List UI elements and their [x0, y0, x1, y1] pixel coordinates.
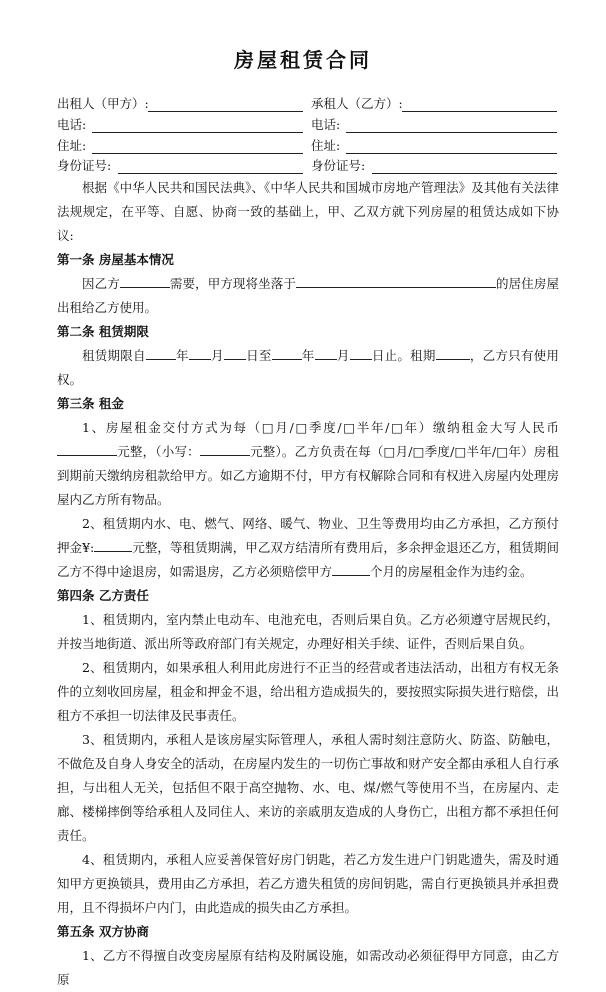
article-2-year-1: 年	[175, 348, 189, 363]
article-2-month-2: 月	[336, 348, 350, 363]
article-4-heading: 第四条 乙方责任	[57, 588, 149, 603]
rent-amount-numeric-blank[interactable]	[200, 443, 250, 456]
start-year-blank[interactable]	[146, 347, 176, 360]
article-3-p2-text-c: 个月的房屋租金作为违约金。	[370, 564, 533, 579]
article-2-text-a: 租赁期限自	[82, 348, 146, 363]
end-year-blank[interactable]	[272, 347, 302, 360]
lease-term-blank[interactable]	[436, 347, 470, 360]
end-month-blank[interactable]	[315, 347, 337, 360]
article-2-text-end: ，乙方只有使用权。	[57, 348, 559, 387]
property-location-blank[interactable]	[296, 275, 496, 288]
rent-amount-capital-blank[interactable]	[57, 443, 117, 456]
article-3-p2-text-b: 元整，等租赁期满，甲乙双方结清所有费用后，多余押金退还乙方，租赁期间乙方不得中途退房，如需退房，乙方必须赔偿甲方	[57, 540, 559, 579]
article-1-paragraph	[57, 272, 559, 320]
article-4-paragraph-3: 3、租赁期内，承租人是该房屋实际管理人，承租人需时刻注意防火、防盗、防触电，不做危及自身人身安全的活动，在房屋内发生的一切伤亡事故和财产安全都由承租人自行承担，与出租人无关，包括但不限于高空抛物、水、电、煤/燃气等使用不当，在房屋内、走廊、楼梯摔倒等给承租人及同住人、来访的亲戚朋友造成的人身伤亡，出租方都不承担任何责任。	[57, 732, 559, 843]
article-2-day-1: 日至	[245, 348, 272, 363]
lessor-label: 出租人（甲方）:	[57, 96, 149, 111]
lessee-address-blank[interactable]	[346, 153, 557, 154]
article-5-paragraph-1: 1、乙方不得擅自改变房屋原有结构及附属设施，如需改动必须征得甲方同意，由乙方原	[57, 948, 559, 987]
lessor-blank[interactable]	[148, 111, 303, 112]
article-1-text-a: 因乙方	[82, 276, 120, 291]
article-1-heading: 第一条 房屋基本情况	[57, 252, 174, 267]
article-3-paragraph-2	[57, 512, 559, 584]
purpose-blank[interactable]	[120, 275, 170, 288]
article-4-paragraph-2: 2、租赁期内，如果承租人利用此房进行不正当的经营或者违法活动，出租方有权无条件的立刻收回房屋，租金和押金不退，给出租方造成损失的，要按照实际损失进行赔偿，出租方不承担一切法律及民事责任。	[57, 660, 559, 723]
article-2-heading: 第二条 租赁期限	[57, 324, 149, 339]
preamble-paragraph: 根据《中华人民共和国民法典》、《中华人民共和国城市房地产管理法》及其他有关法律法规规定，在平等、自愿、协商一致的基础上，甲、乙双方就下列房屋的租赁达成如下协议:	[57, 180, 559, 243]
article-2-month-1: 月	[210, 348, 224, 363]
article-3-paragraph-1	[57, 416, 559, 512]
lessor-address-label: 住址:	[57, 138, 87, 153]
article-1-text-c: 的居住房屋出租给乙方使用。	[57, 276, 559, 315]
lessee-id-label: 身份证号:	[311, 158, 366, 173]
lessee-label: 承租人（乙方）:	[311, 96, 403, 111]
article-1-text-b: 需要，甲方现将坐落于	[169, 276, 296, 291]
page-title: 房屋租赁合同	[234, 48, 372, 72]
article-2-paragraph	[57, 344, 559, 392]
lessor-address-blank[interactable]	[92, 153, 303, 154]
deposit-amount-blank[interactable]	[94, 539, 132, 552]
article-3-p1-text-a: 1、房屋租金交付方式为每（□月/□季度/□半年/□年）缴纳租金大写人民币	[82, 420, 559, 435]
article-3-heading: 第三条 租金	[57, 396, 124, 411]
penalty-months-blank[interactable]	[332, 563, 370, 576]
lessee-address-label: 住址:	[311, 138, 341, 153]
lessee-blank[interactable]	[402, 111, 557, 112]
article-3-p2-text-a: 2、租赁期内水、电、燃气、网络、暖气、物业、卫生等费用均由乙方承担，乙方预付押金¥:	[57, 516, 559, 555]
lessor-id-blank[interactable]	[118, 173, 303, 174]
lessee-phone-label: 电话:	[311, 117, 341, 132]
start-month-blank[interactable]	[189, 347, 211, 360]
article-2-year-2: 年	[301, 348, 315, 363]
lessor-phone-blank[interactable]	[92, 132, 303, 133]
lessee-phone-blank[interactable]	[346, 132, 557, 133]
article-3-p1-text-b: 元整，（小写：	[117, 444, 200, 459]
article-4-paragraph-4: 4、租赁期内，承租人应妥善保管好房门钥匙，若乙方发生进户门钥匙遗失，需及时通知甲方更换锁具，费用由乙方承担，若乙方遗失租赁的房间钥匙，需自行更换锁具并承担费用，且不得损坏户内门，由此造成的损失由乙方承担。	[57, 852, 559, 915]
article-5-heading: 第五条 双方协商	[57, 924, 149, 939]
article-4-paragraph-1: 1、租赁期内，室内禁止电动车、电池充电，否则后果自负。乙方必须遵守居规民约，并按当地街道、派出所等政府部门有关规定，办理好相关手续、证件，否则后果自负。	[57, 612, 559, 651]
lessor-phone-label: 电话:	[57, 117, 87, 132]
start-day-blank[interactable]	[224, 347, 246, 360]
contract-body	[57, 176, 559, 992]
article-3-p1-text-c: 元整）。乙方负责在每（□月/□季度/□半年/□年）房租到期前天缴纳房租款给甲方。如乙方逾期不付，甲方有权解除合同和有权进入房屋内处理房屋内乙方所有物品。	[57, 444, 559, 507]
end-day-blank[interactable]	[350, 347, 372, 360]
lessor-id-label: 身份证号:	[57, 158, 112, 173]
lessee-id-blank[interactable]	[372, 173, 557, 174]
article-2-day-2: 日止。租期	[371, 348, 436, 363]
